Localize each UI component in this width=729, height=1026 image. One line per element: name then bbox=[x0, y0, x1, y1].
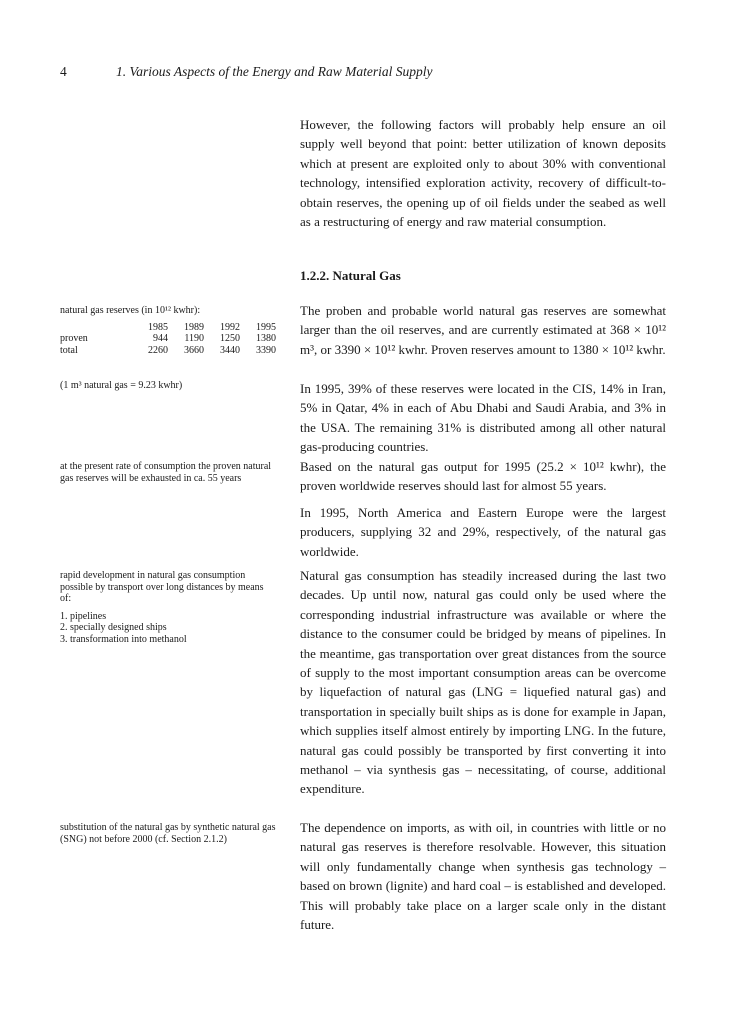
paragraph-largest-producers: In 1995, North America and Eastern Europe were the largest producers, supplying 32 and 29%, respectively, of the natural gas worldwide. bbox=[300, 505, 666, 559]
substitution-note: substitution of the natural gas by synthetic natural gas (SNG) not before 2000 (cf. Section 2.1.2) bbox=[60, 822, 276, 845]
row-label: total bbox=[60, 344, 78, 356]
value-cell: 1190 bbox=[184, 333, 204, 345]
reserves-table bbox=[60, 322, 276, 357]
sidebar-conversion bbox=[60, 380, 276, 392]
running-title: 1. Various Aspects of the Energy and Raw Material Supply bbox=[116, 64, 433, 79]
paragraph-reserves-lifetime: Based on the natural gas output for 1995 (25.2 × 10¹² kwhr), the proven worldwide reserves should last for almost 55 years. bbox=[300, 459, 666, 494]
section-heading: 1.2.2. Natural Gas bbox=[300, 268, 401, 283]
row-label: proven bbox=[60, 333, 88, 345]
paragraph-block-reserves bbox=[300, 301, 666, 359]
paragraph-consumption-transport: Natural gas consumption has steadily increased during the last two decades. Up until now, natural gas could only be used where the corresponding industrial infrastructure was available or where the distance to the consumer could be bridged by means of pipelines. In the meantime, gas transportation over great distances from the source of supply to the most important consumption areas can be overcome by liquefaction of natural gas (LNG = liquefied natural gas) and transportation in specially built ships as is done for example in Japan, which supplies itself almost entirely by importing LNG. In the future, natural gas could possibly be transported by first converting it into methanol – via synthesis gas – necessitating, of course, additional expenditure. bbox=[300, 568, 666, 797]
paragraph-import-dependence: The dependence on imports, as with oil, in countries with little or no natural gas reserves is therefore resolvable. However, this situation will only fundamentally change when synthesis gas technology – based on brown (lignite) and hard coal – is established and developed. This will probably take place on a larger scale only in the distant future. bbox=[300, 820, 666, 933]
paragraph-block-lifetime bbox=[300, 457, 666, 496]
table-row bbox=[60, 333, 276, 345]
value-cell: 2260 bbox=[148, 344, 168, 356]
sidebar-substitution bbox=[60, 822, 276, 845]
sidebar-exhaustion bbox=[60, 461, 276, 484]
list-item: 1. pipelines bbox=[60, 610, 107, 622]
paragraph-block-producers bbox=[300, 503, 666, 561]
conversion-note: (1 m³ natural gas = 9.23 kwhr) bbox=[60, 380, 183, 391]
year-cell: 1985 bbox=[148, 321, 168, 333]
value-cell: 1250 bbox=[220, 333, 240, 345]
table-row bbox=[60, 345, 276, 357]
page-number: 4 bbox=[60, 64, 67, 79]
transport-methods-list bbox=[60, 611, 276, 646]
list-item: 3. transformation into methanol bbox=[60, 633, 187, 645]
paragraph-reserves-distribution: In 1995, 39% of these reserves were located in the CIS, 14% in Iran, 5% in Qatar, 4% in each of Abu Dhabi and Saudi Arabia, and 3% in the USA. The remaining 31% is distributed among all other natural gas-producing countries. bbox=[300, 381, 666, 455]
exhaustion-note: at the present rate of consumption the proven natural gas reserves will be exhausted in ca. 55 years bbox=[60, 461, 272, 484]
year-cell: 1992 bbox=[220, 321, 240, 333]
list-item: 2. specially designed ships bbox=[60, 622, 167, 634]
reserves-title: natural gas reserves (in 10¹² kwhr): bbox=[60, 305, 201, 316]
paragraph-reserves-estimate: The proben and probable world natural gas reserves are somewhat larger than the oil reserves, and are currently estimated at 368 × 10¹² m³, or 3390 × 10¹² kwhr. Proven reserves amount to 1380 × 10¹² kwhr. bbox=[300, 303, 666, 357]
year-cell: 1995 bbox=[256, 321, 276, 333]
paragraph-oil-supply-factors: However, the following factors will probably help ensure an oil supply well beyond that point: better utilization of known deposits which at present are exploited only to about 30% with conventional technology, intensified exploration activity, recovery of difficult-to-obtain reserves, the opening up of oil fields under the seabed as well as a restructuring of energy and raw material consumption. bbox=[300, 117, 666, 230]
sidebar-reserves bbox=[60, 305, 276, 356]
year-cell: 1989 bbox=[184, 321, 204, 333]
paragraph-block-consumption bbox=[300, 566, 666, 799]
reserves-table-header bbox=[60, 322, 276, 334]
page-header bbox=[60, 64, 689, 84]
value-cell: 3660 bbox=[184, 344, 204, 356]
sidebar-transport bbox=[60, 570, 276, 646]
paragraph-block-imports bbox=[300, 818, 666, 934]
value-cell: 1380 bbox=[256, 333, 276, 345]
value-cell: 3390 bbox=[256, 344, 276, 356]
value-cell: 3440 bbox=[220, 344, 240, 356]
transport-note: rapid development in natural gas consumption possible by transport over long distances by means of: bbox=[60, 570, 264, 605]
value-cell: 944 bbox=[153, 333, 168, 345]
intro-paragraph-block bbox=[300, 115, 666, 231]
paragraph-block-distribution bbox=[300, 379, 666, 457]
